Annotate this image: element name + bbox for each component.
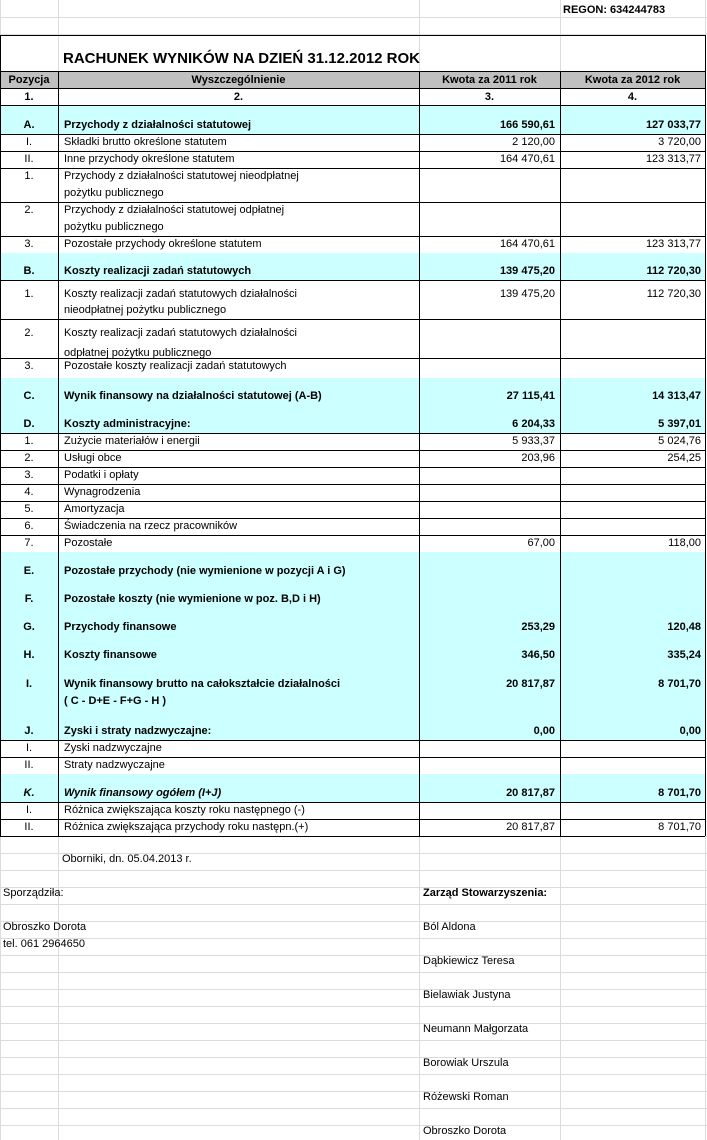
row-position: I. — [25, 742, 33, 754]
row-position: B. — [23, 265, 35, 277]
row-description: Pozostałe koszty realizacji zadań statutowych — [64, 360, 287, 372]
row-position: 7. — [24, 537, 34, 549]
row-description: Zyski nadzwyczajne — [64, 742, 162, 754]
row-position: 6. — [24, 520, 34, 532]
row-border — [0, 134, 705, 135]
row-position: D. — [23, 418, 35, 430]
row-description: Inne przychody określone statutem — [64, 153, 235, 165]
board-member-name: Różewski Roman — [423, 1091, 509, 1103]
row-amount-2011: 139 475,20 — [499, 265, 555, 277]
row-position: 5. — [24, 503, 34, 515]
row-border — [0, 450, 705, 451]
row-description: Wynagrodzenia — [64, 486, 141, 498]
grid-hline — [0, 904, 707, 905]
row-position: 3. — [24, 238, 34, 250]
row-border — [0, 518, 705, 519]
header-kwota-2011: Kwota za 2011 rok — [442, 74, 537, 86]
row-amount-2011: 139 475,20 — [499, 288, 555, 300]
row-border — [0, 236, 705, 237]
row-amount-2012: 254,25 — [667, 452, 701, 464]
row-position: II. — [24, 153, 34, 165]
header-num-4: 4. — [627, 91, 638, 103]
board-member-name: Borowiak Urszula — [423, 1057, 509, 1069]
row-description: Świadczenia na rzecz pracowników — [64, 520, 238, 532]
board-member-name: Dąbkiewicz Teresa — [423, 955, 515, 967]
row-amount-2011: 166 590,61 — [499, 119, 555, 131]
header-bottom-border — [0, 88, 705, 89]
row-amount-2011: 20 817,87 — [506, 678, 555, 690]
row-amount-2011: 346,50 — [521, 649, 555, 661]
regon-number: REGON: 634244783 — [563, 4, 666, 16]
row-amount-2011: 5 933,37 — [512, 435, 555, 447]
row-border — [0, 740, 705, 741]
row-description: Pozostałe przychody określone statutem — [64, 238, 262, 250]
table-right-border — [705, 35, 706, 836]
row-description-continued: nieodpłatnej pożytku publicznego — [64, 304, 227, 316]
row-description: Wynik finansowy ogółem (I+J) — [64, 787, 222, 799]
row-position: G. — [23, 621, 35, 633]
header-kwota-2012: Kwota za 2012 rok — [584, 74, 681, 86]
grid-hline — [0, 972, 707, 973]
row-amount-2012: 335,24 — [667, 649, 701, 661]
row-description: Pozostałe — [64, 537, 113, 549]
row-amount-2012: 127 033,77 — [645, 119, 701, 131]
row-position: 1. — [24, 288, 34, 300]
row-description: Amortyzacja — [64, 503, 125, 515]
row-position: II. — [24, 759, 34, 771]
row-position: 2. — [24, 327, 34, 339]
row-description: Pozostałe przychody (nie wymienione w pozycji A i G) — [64, 565, 346, 577]
row-description-continued: pożytku publicznego — [64, 221, 164, 233]
row-amount-2011: 2 120,00 — [512, 136, 555, 148]
grid-hline — [0, 1108, 707, 1109]
row-description: Przychody z działalności statutowej nieodpłatnej — [64, 170, 299, 182]
header-num-2: 2. — [233, 91, 244, 103]
column-divider — [560, 72, 561, 836]
row-description: Koszty administracyjne: — [64, 418, 191, 430]
row-description: Koszty realizacji zadań statutowych — [64, 265, 252, 277]
row-amount-2012: 8 701,70 — [658, 787, 701, 799]
row-border — [0, 467, 705, 468]
row-amount-2011: 253,29 — [521, 621, 555, 633]
row-position: I. — [25, 678, 33, 690]
row-border — [0, 836, 705, 837]
row-amount-2011: 164 470,61 — [499, 238, 555, 250]
row-amount-2012: 123 313,77 — [645, 238, 701, 250]
row-description: Zużycie materiałów i energii — [64, 435, 200, 447]
row-description: Różnica zwiększająca przychody roku następn.(+) — [64, 821, 309, 833]
section-gap — [1, 106, 705, 117]
row-border — [0, 501, 705, 502]
grid-hline — [0, 17, 707, 18]
row-position: C. — [23, 390, 35, 402]
header-pozycja: Pozycja — [8, 74, 50, 86]
row-position: J. — [24, 725, 34, 737]
grid-hline — [0, 1006, 707, 1007]
row-amount-2012: 5 024,76 — [658, 435, 701, 447]
row-position: II. — [24, 821, 34, 833]
preparer-phone: tel. 061 2964650 — [3, 938, 85, 950]
row-amount-2011: 6 204,33 — [512, 418, 555, 430]
board-label: Zarząd Stowarzyszenia: — [423, 887, 548, 899]
row-position: E. — [23, 565, 35, 577]
row-position: 2. — [24, 204, 34, 216]
board-member-name: Neumann Małgorzata — [423, 1023, 529, 1035]
row-border — [0, 202, 705, 203]
row-position: 1. — [24, 435, 34, 447]
column-divider — [58, 72, 59, 836]
row-amount-2011: 164 470,61 — [499, 153, 555, 165]
board-member-name: Ból Aldona — [423, 921, 476, 933]
row-border — [0, 802, 705, 803]
header-wyszczegolnienie: Wyszczególnienie — [191, 74, 286, 86]
header-num-1: 1. — [24, 91, 34, 103]
row-border — [0, 280, 705, 281]
row-border — [0, 168, 705, 169]
row-amount-2012: 112 720,30 — [646, 288, 701, 300]
board-member-name: Obroszko Dorota — [423, 1125, 507, 1137]
row-position: I. — [25, 804, 33, 816]
row-description: Różnica zwiększająca koszty roku następnego (-) — [64, 804, 305, 816]
row-position: 3. — [24, 469, 34, 481]
row-border — [0, 819, 705, 820]
row-amount-2012: 120,48 — [667, 621, 701, 633]
row-description: Wynik finansowy brutto na całokształcie działalności — [64, 678, 341, 690]
row-amount-2011: 20 817,87 — [506, 787, 555, 799]
row-border — [0, 151, 705, 152]
row-description: Przychody z działalności statutowej odpłatnej — [64, 204, 285, 216]
row-description: Wynik finansowy na działalności statutowej (A-B) — [64, 390, 322, 402]
row-amount-2012: 112 720,30 — [646, 265, 701, 277]
row-amount-2011: 27 115,41 — [506, 390, 555, 402]
row-description-continued: ( C - D+E - F+G - H ) — [64, 695, 167, 707]
row-amount-2011: 203,96 — [521, 452, 555, 464]
row-amount-2012: 8 701,70 — [658, 821, 701, 833]
row-amount-2011: 67,00 — [527, 537, 555, 549]
row-description: Koszty realizacji zadań statutowych działalności — [64, 288, 297, 300]
row-position: K. — [23, 787, 35, 799]
report-title: RACHUNEK WYNIKÓW NA DZIEŃ 31.12.2012 ROK — [63, 50, 421, 67]
row-amount-2012: 0,00 — [679, 725, 701, 737]
row-position: I. — [25, 136, 33, 148]
board-member-name: Bielawiak Justyna — [423, 989, 511, 1001]
preparer-name: Obroszko Dorota — [3, 921, 87, 933]
row-description: Straty nadzwyczajne — [64, 759, 165, 771]
row-description: Podatki i opłaty — [64, 469, 139, 481]
grid-hline — [0, 1040, 707, 1041]
place-and-date: Oborniki, dn. 05.04.2013 r. — [62, 853, 192, 865]
row-position: 3. — [24, 360, 34, 372]
row-position: 1. — [24, 170, 34, 182]
row-description: Zyski i straty nadzwyczajne: — [64, 725, 212, 737]
row-border — [0, 319, 705, 320]
grid-hline — [0, 870, 707, 871]
row-amount-2012: 123 313,77 — [645, 153, 701, 165]
column-divider — [419, 72, 420, 836]
header-num-3: 3. — [484, 91, 495, 103]
row-description: Przychody z działalności statutowej — [64, 119, 252, 131]
row-amount-2012: 3 720,00 — [658, 136, 701, 148]
table-top-border — [0, 35, 705, 36]
row-border — [0, 484, 705, 485]
row-description-continued: odpłatnej pożytku publicznego — [64, 347, 212, 359]
row-description-continued: pożytku publicznego — [64, 187, 164, 199]
row-description: Usługi obce — [64, 452, 122, 464]
grid-hline — [0, 1074, 707, 1075]
prepared-by-label: Sporządziła: — [3, 887, 64, 899]
row-amount-2011: 20 817,87 — [506, 821, 555, 833]
row-amount-2012: 5 397,01 — [658, 418, 701, 430]
table-left-border — [0, 35, 1, 836]
row-position: H. — [23, 649, 35, 661]
row-description: Składki brutto określone statutem — [64, 136, 227, 148]
row-description: Przychody finansowe — [64, 621, 177, 633]
row-position: 2. — [24, 452, 34, 464]
row-amount-2011: 0,00 — [533, 725, 555, 737]
row-position: 4. — [24, 486, 34, 498]
row-amount-2012: 8 701,70 — [658, 678, 701, 690]
row-border — [0, 757, 705, 758]
row-border — [0, 433, 705, 434]
row-description: Koszty finansowe — [64, 649, 157, 661]
row-amount-2012: 14 313,47 — [652, 390, 701, 402]
row-border — [0, 535, 705, 536]
row-amount-2012: 118,00 — [668, 537, 701, 549]
row-position: F. — [24, 593, 34, 605]
row-description: Pozostałe koszty (nie wymienione w poz. B,D i H) — [64, 593, 321, 605]
row-description: Koszty realizacji zadań statutowych działalności — [64, 327, 297, 339]
row-position: A. — [23, 119, 35, 131]
